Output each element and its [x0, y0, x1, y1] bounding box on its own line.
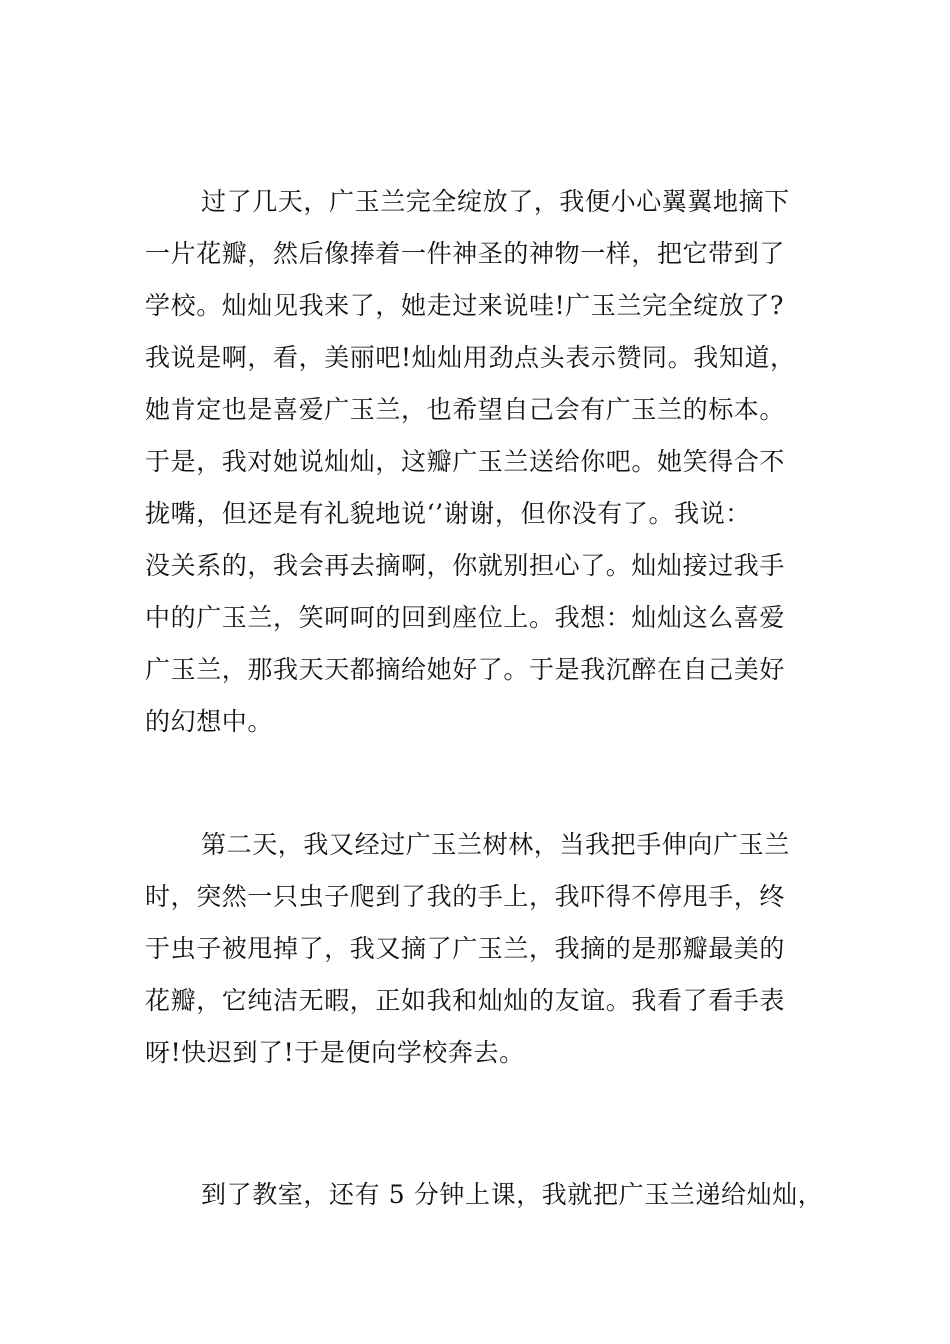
paragraph-line: 呀!快迟到了!于是便向学校奔去。	[145, 1038, 525, 1067]
paragraph-line: 她肯定也是喜爱广玉兰，也希望自己会有广玉兰的标本。	[145, 395, 786, 424]
paragraph-line: 第二天，我又经过广玉兰树林，当我把手伸向广玉兰	[201, 830, 790, 859]
paragraph-line: 时，突然一只虫子爬到了我的手上，我吓得不停甩手，终	[145, 882, 786, 911]
paragraph-line: 我说是啊，看，美丽吧!灿灿用劲点头表示赞同。我知道，	[145, 343, 796, 372]
paragraph-line: 学校。灿灿见我来了，她走过来说哇!广玉兰完全绽放了?	[145, 291, 785, 320]
paragraph-line: 没关系的，我会再去摘啊，你就别担心了。灿灿接过我手	[145, 551, 786, 580]
paragraph-3	[145, 1169, 824, 1221]
paragraph-line: 的幻想中。	[145, 707, 274, 736]
paragraph-1	[145, 176, 815, 748]
paragraph-line: 一片花瓣，然后像捧着一件神圣的神物一样，把它带到了	[145, 239, 786, 268]
paragraph-2	[145, 819, 815, 1079]
paragraph-line: 广玉兰，那我天天都摘给她好了。于是我沉醉在自己美好	[145, 655, 786, 684]
paragraph-line: 过了几天，广玉兰完全绽放了，我便小心翼翼地摘下	[201, 187, 790, 216]
paragraph-line: 于虫子被甩掉了，我又摘了广玉兰，我摘的是那瓣最美的	[145, 934, 786, 963]
paragraph-line: 中的广玉兰，笑呵呵的回到座位上。我想：灿灿这么喜爱	[145, 603, 786, 632]
paragraph-line: 到了教室，还有 5 分钟上课，我就把广玉兰递给灿灿，	[201, 1180, 824, 1209]
paragraph-line: 拢嘴，但还是有礼貌地说‘’谢谢，但你没有了。我说：	[145, 499, 751, 528]
paragraph-line: 于是，我对她说灿灿，这瓣广玉兰送给你吧。她笑得合不	[145, 447, 786, 476]
paragraph-line: 花瓣，它纯洁无暇，正如我和灿灿的友谊。我看了看手表	[145, 986, 786, 1015]
